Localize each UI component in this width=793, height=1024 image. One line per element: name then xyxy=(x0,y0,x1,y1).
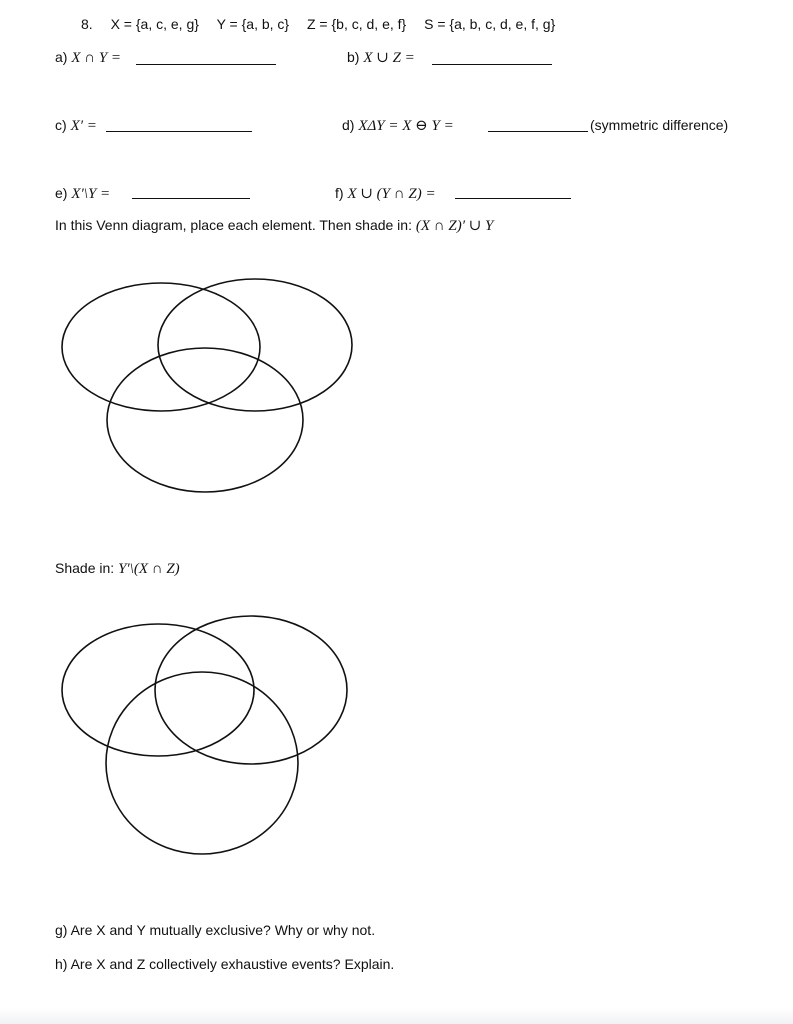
venn2-instruction xyxy=(55,559,180,578)
venn2-circle-y[interactable] xyxy=(155,616,347,764)
answer-blank-a[interactable] xyxy=(136,64,276,65)
venn1-instruction xyxy=(55,216,493,235)
set-z-definition: Z = {b, c, d, e, f} xyxy=(306,16,407,32)
question-h: h) Are X and Z collectively exhaustive events? Explain. xyxy=(55,956,395,972)
question-g: g) Are X and Y mutually exclusive? Why or why not. xyxy=(55,922,376,938)
question-a xyxy=(55,48,121,67)
question-f-expression: X ∪ (Y ∩ Z) = xyxy=(347,186,436,202)
set-s-definition: S = {a, b, c, d, e, f, g} xyxy=(424,16,556,32)
venn1-instruction-text: In this Venn diagram, place each element. Then shade in: xyxy=(55,217,412,233)
venn-diagram-1[interactable] xyxy=(0,265,400,500)
answer-blank-d[interactable] xyxy=(488,131,588,132)
problem-header xyxy=(81,15,569,33)
question-e xyxy=(55,184,110,203)
question-b xyxy=(347,48,415,67)
answer-blank-f[interactable] xyxy=(455,198,571,199)
page-bottom-edge xyxy=(0,1008,793,1024)
question-f xyxy=(335,184,436,203)
question-d-expression: XΔY = X ⊖ Y = xyxy=(358,118,454,134)
answer-blank-e[interactable] xyxy=(132,198,250,199)
question-e-label: e) xyxy=(55,185,68,201)
venn2-circle-x[interactable] xyxy=(62,624,254,756)
answer-blank-c[interactable] xyxy=(106,131,252,132)
question-a-label: a) xyxy=(55,49,68,65)
question-c-label: c) xyxy=(55,117,67,133)
question-e-expression: X′\Y = xyxy=(71,186,111,202)
venn-diagram-2[interactable] xyxy=(0,610,400,860)
question-d xyxy=(342,116,454,135)
venn2-instruction-text: Shade in: xyxy=(55,560,115,576)
question-f-label: f) xyxy=(335,185,344,201)
venn1-circle-x[interactable] xyxy=(62,283,260,411)
problem-number: 8. xyxy=(81,16,93,32)
answer-blank-b[interactable] xyxy=(432,64,552,65)
venn1-circle-z[interactable] xyxy=(107,348,303,492)
venn1-shade-expression: (X ∩ Z)′ ∪ Y xyxy=(415,218,494,234)
question-c xyxy=(55,116,97,135)
question-a-expression: X ∩ Y = xyxy=(71,50,122,66)
question-d-label: d) xyxy=(342,117,355,133)
question-c-expression: X′ = xyxy=(70,118,97,134)
question-b-label: b) xyxy=(347,49,360,65)
venn1-circle-y[interactable] xyxy=(158,279,352,411)
question-b-expression: X ∪ Z = xyxy=(363,50,415,66)
symmetric-difference-note: (symmetric difference) xyxy=(590,117,729,133)
set-y-definition: Y = {a, b, c} xyxy=(216,16,290,32)
venn2-shade-expression: Y′\(X ∩ Z) xyxy=(118,561,180,577)
set-x-definition: X = {a, c, e, g} xyxy=(110,16,199,32)
